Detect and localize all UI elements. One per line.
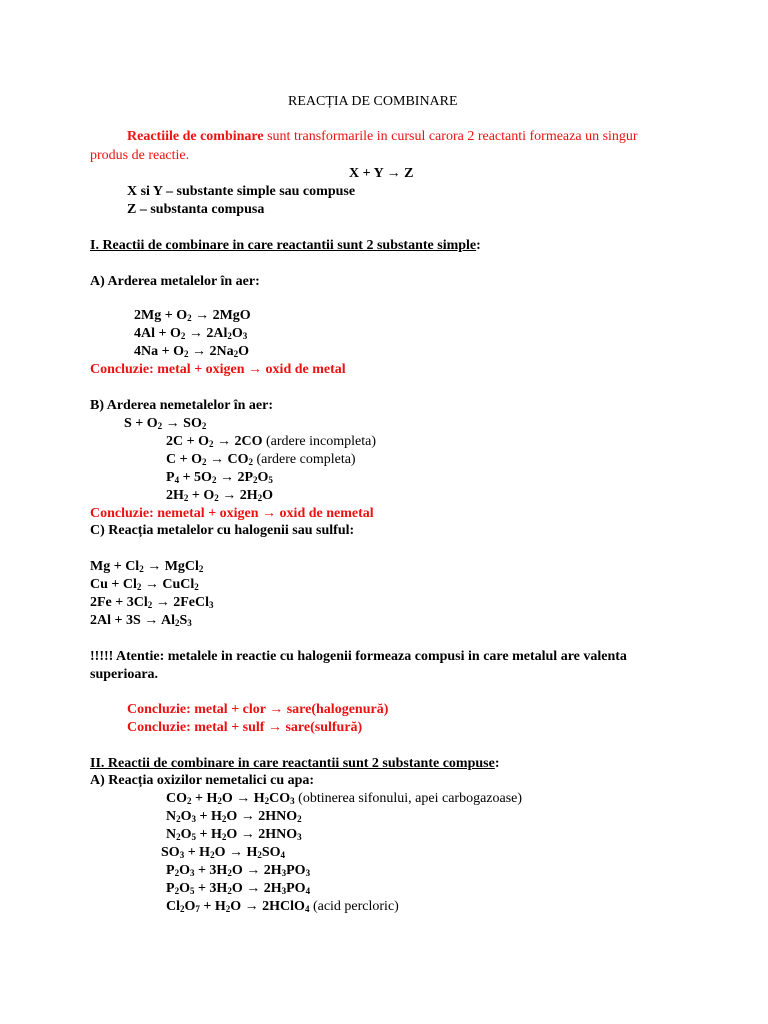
section-2-heading-text: II. Reactii de combinare in care reactantii sunt 2 substante compuse	[90, 756, 495, 771]
formula-text: + 3H	[194, 881, 228, 896]
formula-text: 4Na + O	[134, 344, 184, 359]
formula-text: !!!!! Atentie: metalele in reactie cu halogenii formeaza compusi in care metalul are valenta	[90, 649, 627, 664]
equation-s-o2	[124, 415, 206, 433]
formula-subscript: 2	[201, 457, 207, 467]
formula-subscript: 2	[208, 439, 214, 449]
formula-text: O → 2HClO	[230, 899, 305, 914]
formula-subscript: 2	[176, 814, 181, 824]
formula-subscript: 4	[174, 475, 180, 485]
equation-mg-cl2	[90, 558, 203, 576]
formula-text: C + O	[166, 452, 202, 467]
warning-line-1	[90, 648, 627, 666]
formula-text: N	[166, 827, 177, 842]
formula-text: SO	[161, 845, 180, 860]
formula-text: 2Mg + O	[134, 308, 188, 323]
warning-line-2: superioara.	[90, 667, 159, 682]
definition-z: Z – substanta compusa	[127, 202, 265, 217]
formula-subscript: 2	[210, 850, 215, 860]
formula-text: → 2FeCl	[152, 595, 210, 610]
equation-so3-h2o	[161, 844, 285, 862]
formula-text: Cl	[166, 899, 180, 914]
formula-subscript: 2	[180, 904, 185, 914]
formula-text: 2C + O	[166, 434, 209, 449]
formula-text: O → H	[221, 791, 265, 806]
formula-text: → 2H	[218, 488, 258, 503]
formula-subscript: 2	[233, 349, 239, 359]
formula-subscript: 3	[179, 850, 185, 860]
page-title: REACȚIA DE COMBINARE	[288, 94, 458, 109]
equation-co2-h2o	[166, 790, 522, 808]
formula-text: 4Al + O	[134, 326, 181, 341]
section-2-subsection-a-title: A) Reacția oxizilor nemetalici cu apa:	[90, 773, 315, 788]
formula-text: + H	[191, 791, 218, 806]
formula-subscript: 2	[175, 618, 180, 628]
formula-subscript: 4	[304, 904, 310, 914]
conclusion-metal-chlorine: Concluzie: metal + clor → sare(halogenură)	[127, 702, 389, 717]
formula-text: SO	[261, 845, 281, 860]
formula-text: (ardere completa)	[252, 452, 356, 467]
formula-subscript: 2	[221, 832, 227, 842]
subsection-a-title: A) Arderea metalelor în aer:	[90, 274, 260, 289]
formula-text: → CuCl	[141, 577, 195, 592]
formula-subscript: 2	[257, 850, 262, 860]
formula-text: S	[179, 613, 188, 628]
conclusion-metal-oxide: Concluzie: metal + oxigen → oxid de metal	[90, 362, 346, 377]
definition-xy: X si Y – substante simple sau compuse	[127, 184, 356, 199]
formula-subscript: 3	[281, 868, 287, 878]
formula-text: 2Fe + 3Cl	[90, 595, 148, 610]
formula-text: S + O	[124, 416, 158, 431]
equation-cl2o7-h2o	[166, 898, 399, 916]
equation-cu-cl2	[90, 576, 199, 594]
formula-subscript: 2	[183, 493, 189, 503]
formula-subscript: 3	[290, 796, 295, 806]
formula-text: 2H	[166, 488, 184, 503]
intro-term: Reactiile de combinare	[127, 129, 264, 144]
section-1-heading	[90, 237, 481, 255]
formula-text: O → 2HNO	[226, 827, 298, 842]
formula-subscript: 5	[268, 475, 273, 485]
formula-subscript: 3	[242, 331, 248, 341]
formula-text: + O	[188, 488, 215, 503]
formula-text: Cu + Cl	[90, 577, 137, 592]
formula-subscript: 2	[174, 868, 180, 878]
equation-n2o5-h2o	[166, 826, 302, 844]
formula-text: P	[166, 881, 175, 896]
formula-subscript: 2	[194, 582, 199, 592]
equation-mg-o2	[134, 307, 251, 325]
formula-text: PO	[286, 881, 306, 896]
formula-subscript: 3	[209, 600, 214, 610]
equation-h2-o2	[166, 487, 273, 505]
formula-text: + 3H	[194, 863, 228, 878]
formula-subscript: 2	[227, 868, 232, 878]
formula-text: → 2Al	[185, 326, 228, 341]
formula-subscript: 2	[174, 886, 180, 896]
equation-al-o2	[134, 325, 247, 343]
equation-fe-cl2	[90, 594, 214, 612]
formula-subscript: 2	[227, 886, 232, 896]
formula-text: CO	[166, 791, 187, 806]
formula-subscript: 2	[257, 493, 263, 503]
equation-n2o3-h2o	[166, 808, 302, 826]
formula-subscript: 2	[180, 331, 186, 341]
formula-text: O	[257, 470, 269, 485]
formula-subscript: 2	[297, 814, 302, 824]
formula-text: + H	[184, 845, 211, 860]
formula-text: O → 2H	[231, 881, 282, 896]
formula-subscript: 3	[305, 868, 311, 878]
subsection-c-title: C) Reacția metalelor cu halogenii sau sulful:	[90, 523, 355, 538]
intro-text: sunt transformarile in cursul carora 2 reactanti formeaza un singur	[263, 129, 638, 144]
formula-subscript: 2	[176, 832, 181, 842]
formula-subscript: 4	[305, 886, 311, 896]
formula-text: N	[166, 809, 177, 824]
formula-subscript: 2	[264, 796, 270, 806]
equation-al-s	[90, 612, 192, 630]
formula-text: O → H	[214, 845, 258, 860]
section-1-heading-text: I. Reactii de combinare in care reactantii sunt 2 substante simple	[90, 238, 477, 253]
conclusion-nonmetal-oxide: Concluzie: nemetal + oxigen → oxid de nemetal	[90, 506, 374, 521]
formula-text: → MgCl	[143, 559, 199, 574]
formula-text: O	[179, 881, 190, 896]
formula-subscript: 2	[227, 331, 232, 341]
formula-subscript: 2	[157, 421, 163, 431]
section-2-heading-colon: :	[494, 756, 500, 771]
formula-subscript: 2	[198, 564, 204, 574]
formula-subscript: 2	[211, 475, 217, 485]
formula-subscript: 2	[221, 814, 227, 824]
formula-subscript: 2	[139, 564, 144, 574]
formula-subscript: 2	[248, 457, 253, 467]
formula-text: → 2Na	[188, 344, 234, 359]
formula-subscript: 2	[201, 421, 207, 431]
formula-text: PO	[286, 863, 306, 878]
intro-line-1	[127, 128, 638, 146]
formula-text: → CO	[206, 452, 249, 467]
formula-text: → 2CO	[213, 434, 263, 449]
formula-subscript: 2	[187, 313, 192, 323]
formula-subscript: 2	[214, 493, 219, 503]
subsection-b-title: B) Arderea nemetalelor în aer:	[90, 398, 273, 413]
equation-p4-o2	[166, 469, 273, 487]
formula-text: (obtinerea sifonului, apei carbogazoase)	[294, 791, 523, 806]
formula-text: O → 2H	[231, 863, 282, 878]
formula-text: O	[179, 863, 190, 878]
formula-subscript: 5	[189, 886, 195, 896]
formula-text: → 2MgO	[191, 308, 251, 323]
formula-text: O	[180, 827, 192, 842]
formula-text: + H	[199, 899, 226, 914]
formula-subscript: 3	[189, 868, 195, 878]
formula-text: (ardere incompleta)	[262, 434, 376, 449]
equation-p2o3-h2o	[166, 862, 310, 880]
formula-text: P	[166, 470, 175, 485]
formula-text: O → 2HNO	[226, 809, 298, 824]
formula-text: + H	[196, 809, 222, 824]
formula-text: O	[180, 809, 192, 824]
formula-subscript: 7	[195, 904, 200, 914]
equation-p2o5-h2o	[166, 880, 310, 898]
formula-subscript: 3	[187, 618, 192, 628]
general-equation: X + Y → Z	[349, 166, 414, 181]
formula-text: 2Al + 3S → Al	[90, 613, 175, 628]
formula-text: + H	[196, 827, 222, 842]
formula-subscript: 4	[280, 850, 286, 860]
formula-text: → 2P	[216, 470, 253, 485]
formula-text: (acid percloric)	[309, 899, 399, 914]
formula-subscript: 2	[136, 582, 142, 592]
formula-subscript: 3	[191, 814, 197, 824]
formula-subscript: 2	[147, 600, 153, 610]
formula-text: O	[238, 344, 249, 359]
equation-2c-o2	[166, 433, 376, 451]
section-1-heading-colon: :	[476, 238, 481, 253]
formula-text: → SO	[162, 416, 202, 431]
intro-line-2: produs de reactie.	[90, 148, 190, 163]
formula-subscript: 3	[281, 886, 287, 896]
conclusion-metal-sulfur: Concluzie: metal + sulf → sare(sulfură)	[127, 720, 363, 735]
formula-subscript: 5	[191, 832, 197, 842]
formula-text: CO	[269, 791, 291, 806]
formula-subscript: 2	[217, 796, 222, 806]
formula-subscript: 2	[183, 349, 189, 359]
formula-subscript: 2	[225, 904, 231, 914]
formula-text: + 5O	[179, 470, 212, 485]
formula-subscript: 3	[297, 832, 302, 842]
formula-text: O	[262, 488, 274, 503]
equation-na-o2	[134, 343, 249, 361]
equation-c-o2	[166, 451, 356, 469]
formula-text: O	[231, 326, 243, 341]
formula-text: P	[166, 863, 175, 878]
formula-subscript: 2	[187, 796, 192, 806]
formula-subscript: 2	[253, 475, 258, 485]
section-2-heading	[90, 755, 500, 773]
formula-text: O	[184, 899, 196, 914]
formula-text: Mg + Cl	[90, 559, 140, 574]
